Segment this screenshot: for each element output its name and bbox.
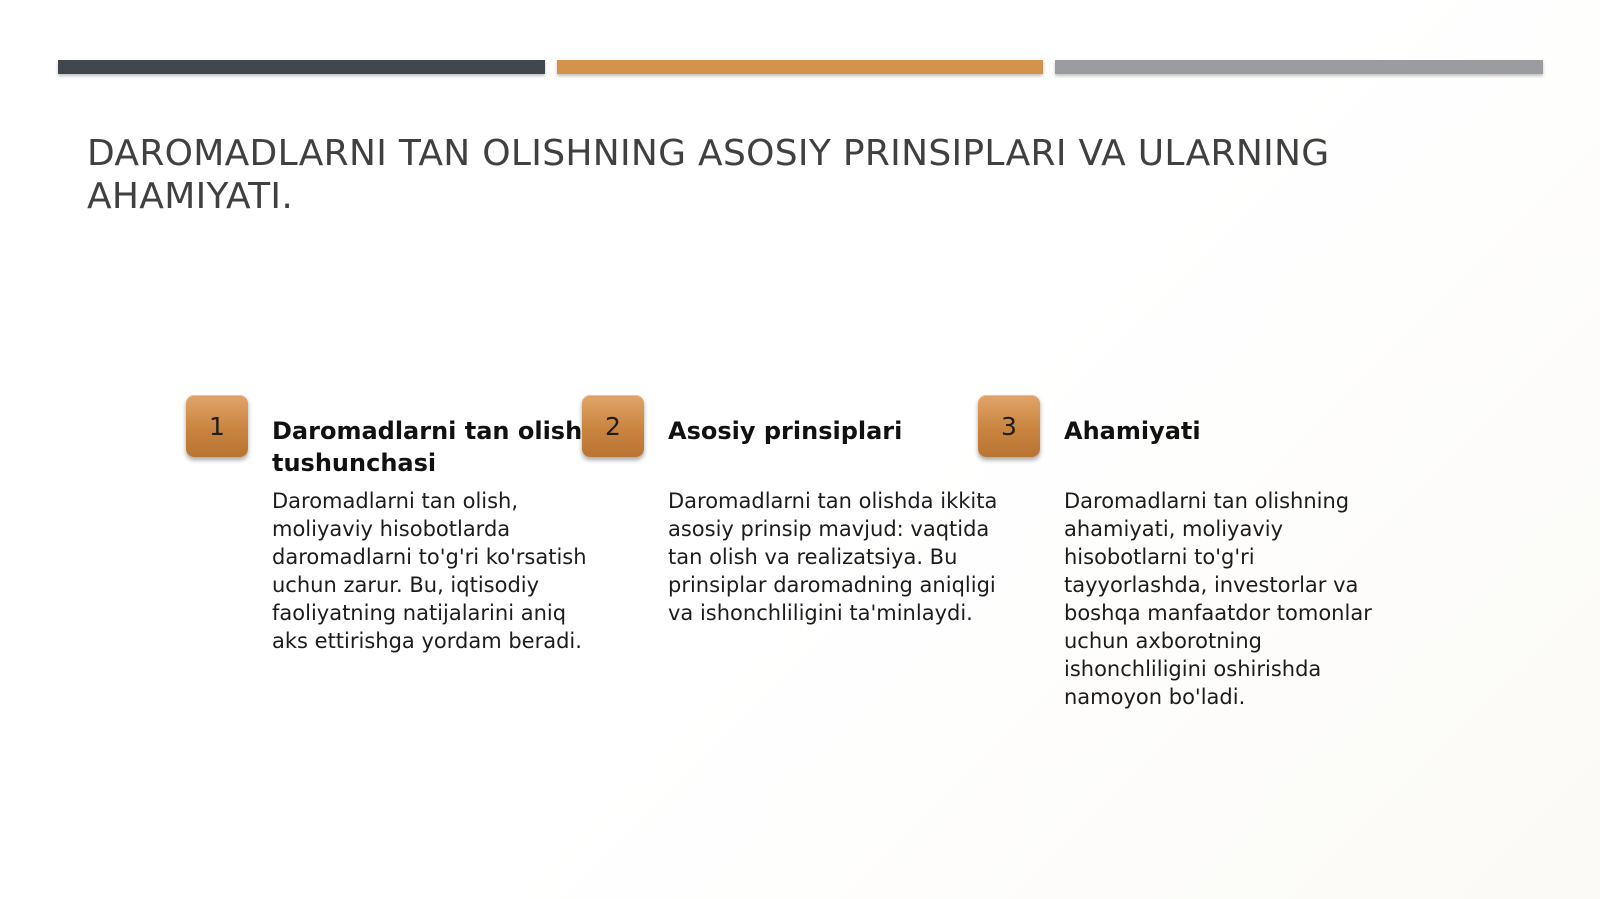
item-text [668, 415, 1003, 627]
number-badge: 1 [186, 395, 248, 457]
header-bar-orange [557, 60, 1043, 74]
header-bar-dark [58, 60, 545, 74]
item-body: Daromadlarni tan olishning ahamiyati, moliyaviy hisobotlarni to'g'ri tayyorlashda, investorlar va boshqa manfaatdor tomonlar uchun axborotning ishonchliligini oshirishda namoyon bo'ladi. [1064, 489, 1372, 709]
number-badge: 3 [978, 395, 1040, 457]
item-body: Daromadlarni tan olishda ikkita asosiy prinsip mavjud: vaqtida tan olish va realizatsiya. Bu prinsiplar daromadning aniqligi va ishonchliligini ta'minlaydi. [668, 489, 998, 625]
number-badge: 2 [582, 395, 644, 457]
item-heading: Ahamiyati [1064, 417, 1201, 445]
item-text [1064, 415, 1399, 711]
slide-title: DAROMADLARNI TAN OLISHNING ASOSIY PRINSIPLARI VA ULARNING AHAMIYATI. [87, 133, 1330, 217]
header-bar-gray [1055, 60, 1543, 74]
item-heading: Asosiy prinsiplari [668, 417, 903, 445]
item-text [272, 415, 607, 655]
item-body: Daromadlarni tan olish, moliyaviy hisobotlarda daromadlarni to'g'ri ko'rsatish uchun zarur. Bu, iqtisodiy faoliyatning natijalarini aniq aks ettirishga yordam beradi. [272, 489, 587, 653]
item-heading: Daromadlarni tan olish tushunchasi [272, 417, 583, 477]
